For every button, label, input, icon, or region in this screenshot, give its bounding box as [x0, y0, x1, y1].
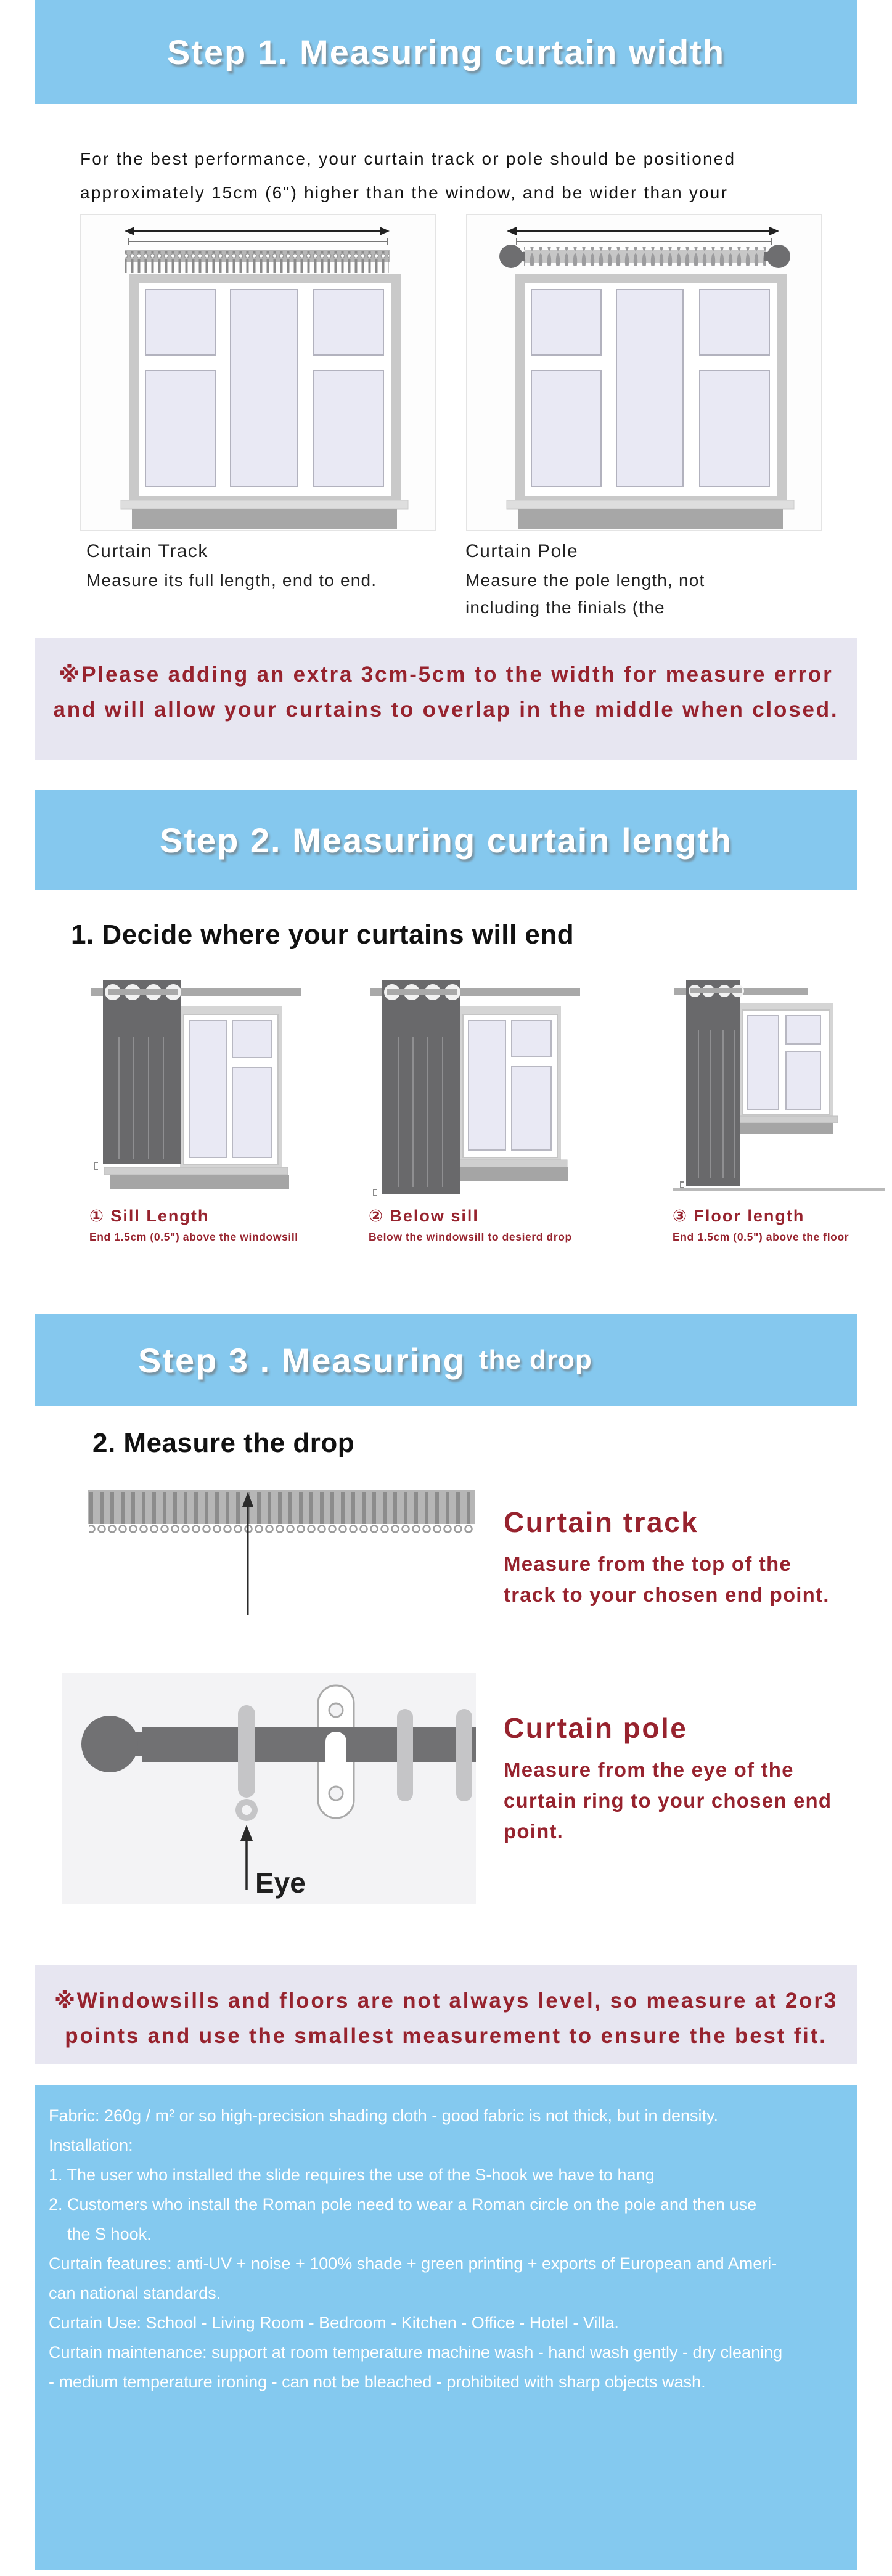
measure-mark [94, 1162, 98, 1170]
curtain-track-illustration [80, 214, 436, 531]
window-illustrations [80, 214, 892, 531]
track-measure-desc [504, 1549, 830, 1610]
window-track-diagram [81, 215, 435, 530]
step3-title: Step 3 . Measuring [138, 1340, 465, 1380]
detail-line: can national standards. [49, 2284, 221, 2302]
detail-line: the S hook. [49, 2225, 152, 2243]
step2-title: Step 2. Measuring curtain length [159, 820, 733, 860]
detail-line: Curtain Use: School - Living Room - Bedroom - Kitchen - Office - Hotel - Villa. [49, 2313, 619, 2332]
pole-caption-title: Curtain Pole [465, 541, 579, 561]
pole-measure-title: Curtain pole [504, 1712, 688, 1744]
windowsill [734, 1116, 838, 1123]
pole-caption-line: Measure the pole length, not [465, 571, 705, 590]
pole-desc-line: Measure from the eye of the [504, 1758, 794, 1781]
curtain-track [88, 1490, 475, 1535]
pole-caption [465, 541, 705, 621]
windowsill [104, 1167, 288, 1175]
note-line: points and use the smallest measurement to ensure the best fit. [65, 2024, 827, 2048]
step1-banner [35, 0, 857, 104]
floor-length-diagram [673, 975, 885, 1197]
measure-mark [681, 1182, 684, 1188]
pole-drop-diagram [62, 1673, 476, 1904]
step1-title: Step 1. Measuring curtain width [166, 32, 726, 71]
window [739, 1003, 833, 1116]
step3-subheading: 2. Measure the drop [92, 1428, 355, 1458]
measure-mark [374, 1189, 377, 1196]
track-measure-text [504, 1506, 830, 1619]
note-line: ※Please adding an extra 3cm-5cm to the width for measure error [59, 662, 833, 687]
curtain [686, 980, 744, 1186]
note-line: and will allow your curtains to overlap in the middle when closed. [53, 698, 839, 722]
intro-line: For the best performance, your curtain track or pole should be positioned [80, 149, 736, 168]
measure-bracket [517, 238, 772, 245]
figure-label: ① Sill Length [89, 1207, 210, 1225]
figure-desc: End 1.5cm (0.5") above the floor [673, 1231, 849, 1243]
product-details [35, 2085, 857, 2570]
curtain-pole [499, 245, 790, 268]
window [459, 1006, 561, 1160]
eye-ring [235, 1705, 258, 1821]
sill-length-figure [89, 975, 302, 1244]
track-caption [86, 541, 465, 621]
width-arrow-icon [125, 227, 390, 235]
below-sill-diagram [369, 975, 581, 1197]
detail-line: Fabric: 260g / m² or so high-precision shading cloth - good fabric is not thick, but in density. [49, 2106, 719, 2125]
step2-subheading: 1. Decide where your curtains will end [71, 919, 575, 950]
window [507, 274, 794, 529]
detail-line: 1. The user who installed the slide requires the use of the S-hook we have to hang [49, 2166, 655, 2184]
below-sill-figure [369, 975, 581, 1244]
curtain-track [125, 250, 390, 273]
detail-line: 2. Customers who install the Roman pole need to wear a Roman circle on the pole and then use [49, 2195, 757, 2214]
curtain [382, 980, 460, 1194]
pole-measure-desc [504, 1755, 832, 1847]
figure-desc: End 1.5cm (0.5") above the windowsill [89, 1231, 298, 1243]
figure-label: ② Below sill [369, 1207, 479, 1225]
track-caption-title: Curtain Track [86, 541, 208, 561]
track-desc-line: track to your chosen end point. [504, 1583, 830, 1606]
track-measure-title: Curtain track [504, 1506, 699, 1538]
track-caption-line: Measure its full length, end to end. [86, 571, 377, 590]
width-arrow-icon [507, 227, 779, 235]
window [180, 1006, 282, 1167]
detail-line: - medium temperature ironing - can not be bleached - prohibited with sharp objects wash. [49, 2373, 706, 2391]
level-note [35, 1965, 857, 2064]
note-line: ※Windowsills and floors are not always level, so measure at 2or3 [54, 1989, 838, 2013]
floor-line [673, 1188, 885, 1191]
measure-bracket [128, 238, 388, 245]
eye-label: Eye [255, 1867, 306, 1899]
sill-length-diagram [89, 975, 302, 1197]
figure-desc: Below the windowsill to desierd drop [369, 1231, 572, 1243]
width-note [35, 638, 857, 760]
pole-caption-line: including the finials (the [465, 598, 665, 617]
step1-captions [86, 541, 892, 621]
curtain-pole-illustration [466, 214, 822, 531]
intro-line: approximately 15cm (6") higher than the window, and be wider than your [80, 183, 729, 202]
detail-line: Curtain maintenance: support at room temperature machine wash - hand wash gently - dry cleaning [49, 2343, 783, 2362]
floor-length-figure [673, 975, 885, 1244]
pole-desc-line: curtain ring to your chosen end [504, 1789, 832, 1812]
pole-measure-section [62, 1673, 892, 1904]
track-measure-section [86, 1488, 892, 1619]
step3-banner [35, 1314, 857, 1406]
sill-ledge [739, 1123, 833, 1134]
figure-label: ③ Floor length [673, 1207, 805, 1225]
step3-title-sub: the drop [478, 1345, 592, 1375]
window-pole-diagram [467, 215, 821, 530]
curtain [103, 980, 181, 1164]
track-desc-line: Measure from the top of the [504, 1552, 792, 1575]
track-drop-diagram [86, 1488, 476, 1619]
pole-desc-line: point. [504, 1820, 563, 1843]
detail-line: Curtain features: anti-UV + noise + 100% shade + green printing + exports of European and Ameri- [49, 2254, 777, 2273]
window [121, 274, 408, 529]
sill-ledge [110, 1175, 289, 1189]
pole-measure-text [504, 1711, 832, 1904]
detail-line: Installation: [49, 2136, 133, 2154]
curtain-length-figures [89, 975, 892, 1244]
step1-intro [80, 142, 843, 210]
step2-banner [35, 790, 857, 890]
